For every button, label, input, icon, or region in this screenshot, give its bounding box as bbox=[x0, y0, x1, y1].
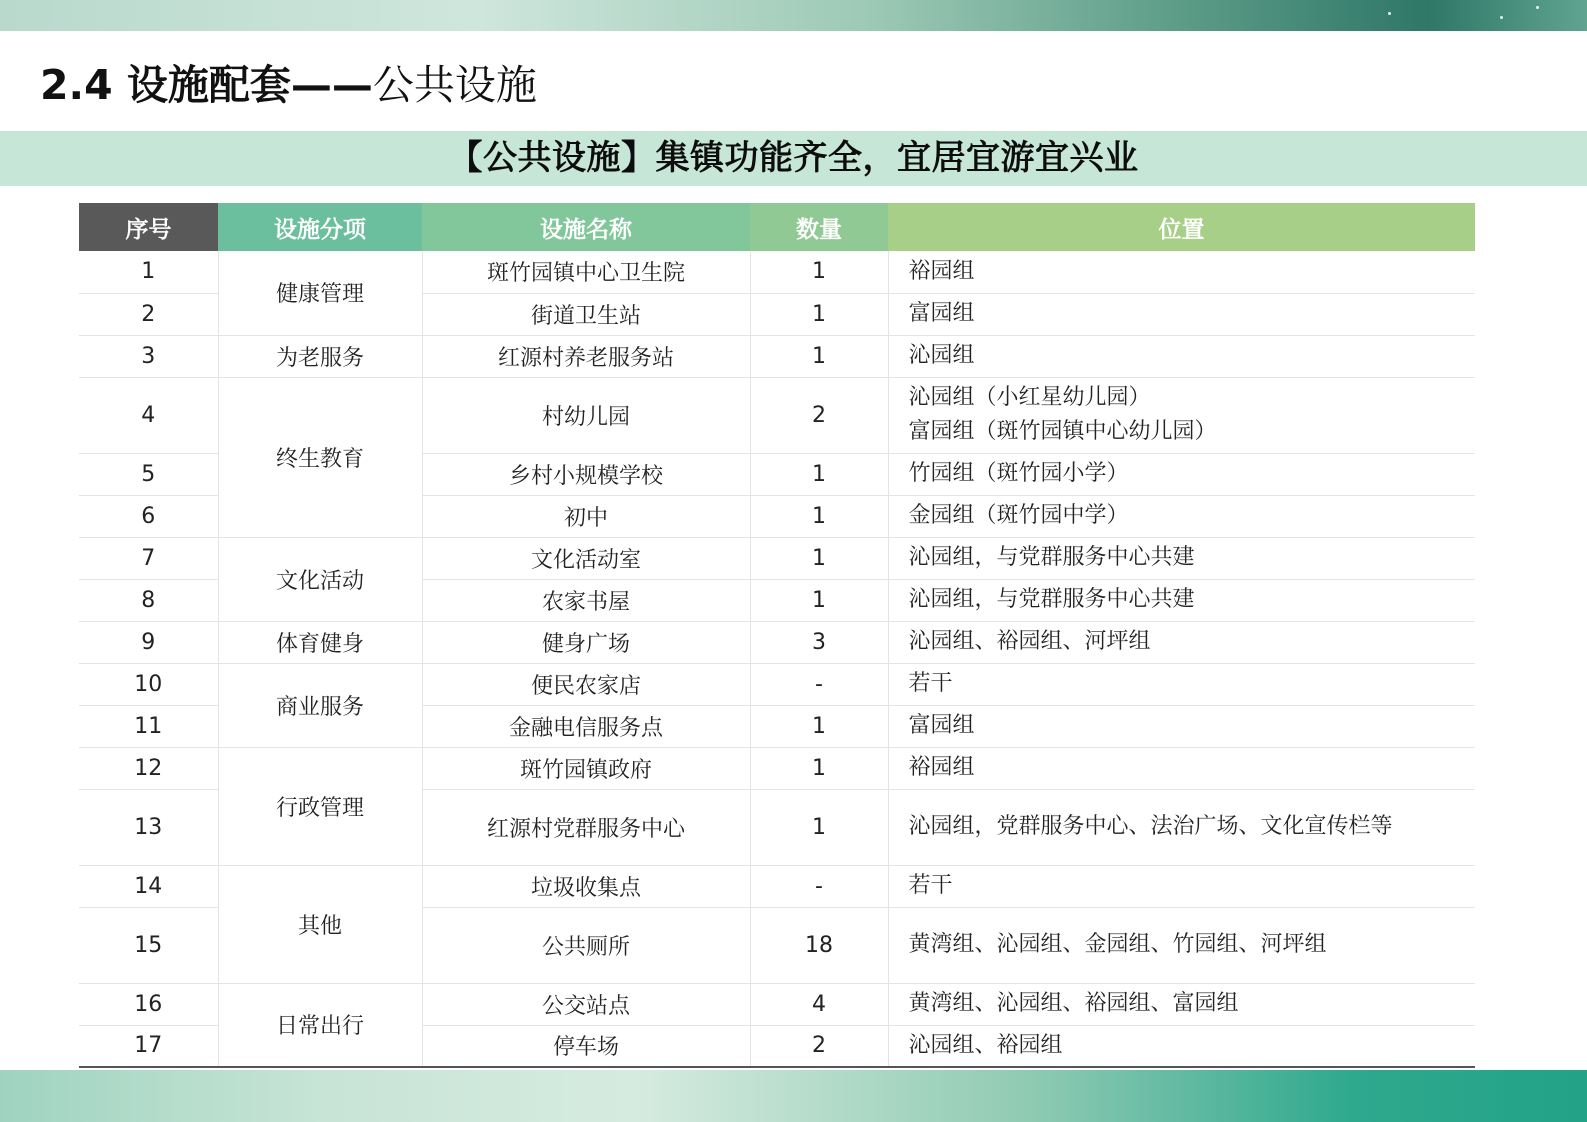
cell-category: 行政管理 bbox=[218, 747, 422, 865]
cell-quantity: 1 bbox=[750, 579, 888, 621]
decor-dot bbox=[1536, 6, 1539, 9]
cell-facility-name: 公交站点 bbox=[422, 983, 750, 1025]
cell-index: 1 bbox=[79, 251, 218, 293]
cell-index: 12 bbox=[79, 747, 218, 789]
cell-index: 16 bbox=[79, 983, 218, 1025]
table-row bbox=[79, 865, 1475, 907]
cell-quantity: 2 bbox=[750, 377, 888, 453]
decor-dot bbox=[1500, 16, 1503, 19]
cell-index: 8 bbox=[79, 579, 218, 621]
cell-facility-name: 公共厕所 bbox=[422, 907, 750, 983]
page-title bbox=[40, 58, 537, 112]
cell-facility-name: 乡村小规模学校 bbox=[422, 453, 750, 495]
cell-location: 若干 bbox=[888, 865, 1475, 907]
cell-location: 富园组 bbox=[888, 705, 1475, 747]
cell-facility-name: 斑竹园镇中心卫生院 bbox=[422, 251, 750, 293]
table-row bbox=[79, 747, 1475, 789]
cell-facility-name: 健身广场 bbox=[422, 621, 750, 663]
cell-location: 竹园组（斑竹园小学） bbox=[888, 453, 1475, 495]
cell-location: 黄湾组、沁园组、裕园组、富园组 bbox=[888, 983, 1475, 1025]
header-facility-name: 设施名称 bbox=[422, 203, 750, 251]
cell-quantity: - bbox=[750, 663, 888, 705]
page-title-light: 公共设施 bbox=[372, 61, 537, 109]
cell-facility-name: 斑竹园镇政府 bbox=[422, 747, 750, 789]
table-body bbox=[79, 251, 1475, 1067]
cell-category: 为老服务 bbox=[218, 335, 422, 377]
facility-table-wrap bbox=[79, 203, 1475, 1068]
banner-text: 【公共设施】集镇功能齐全，宜居宜游宜兴业 bbox=[448, 138, 1139, 178]
cell-facility-name: 垃圾收集点 bbox=[422, 865, 750, 907]
cell-quantity: 2 bbox=[750, 1025, 888, 1067]
cell-quantity: 1 bbox=[750, 495, 888, 537]
cell-location: 沁园组，与党群服务中心共建 bbox=[888, 537, 1475, 579]
cell-location: 裕园组 bbox=[888, 251, 1475, 293]
cell-category: 健康管理 bbox=[218, 251, 422, 335]
cell-quantity: - bbox=[750, 865, 888, 907]
cell-quantity: 1 bbox=[750, 705, 888, 747]
facility-table bbox=[79, 203, 1475, 1068]
cell-quantity: 18 bbox=[750, 907, 888, 983]
table-row bbox=[79, 537, 1475, 579]
cell-quantity: 1 bbox=[750, 251, 888, 293]
cell-facility-name: 金融电信服务点 bbox=[422, 705, 750, 747]
cell-index: 15 bbox=[79, 907, 218, 983]
cell-category: 文化活动 bbox=[218, 537, 422, 621]
cell-location: 富园组 bbox=[888, 293, 1475, 335]
cell-quantity: 1 bbox=[750, 335, 888, 377]
cell-quantity: 1 bbox=[750, 453, 888, 495]
cell-facility-name: 初中 bbox=[422, 495, 750, 537]
cell-index: 4 bbox=[79, 377, 218, 453]
table-header-row bbox=[79, 203, 1475, 251]
cell-location: 裕园组 bbox=[888, 747, 1475, 789]
cell-facility-name: 红源村养老服务站 bbox=[422, 335, 750, 377]
cell-location: 沁园组、裕园组、河坪组 bbox=[888, 621, 1475, 663]
cell-facility-name: 村幼儿园 bbox=[422, 377, 750, 453]
cell-quantity: 1 bbox=[750, 747, 888, 789]
cell-facility-name: 停车场 bbox=[422, 1025, 750, 1067]
cell-index: 5 bbox=[79, 453, 218, 495]
cell-category: 日常出行 bbox=[218, 983, 422, 1067]
cell-quantity: 4 bbox=[750, 983, 888, 1025]
table-row bbox=[79, 335, 1475, 377]
cell-location: 沁园组（小红星幼儿园） 富园组（斑竹园镇中心幼儿园） bbox=[888, 377, 1475, 453]
cell-index: 14 bbox=[79, 865, 218, 907]
cell-index: 2 bbox=[79, 293, 218, 335]
table-row bbox=[79, 251, 1475, 293]
cell-index: 17 bbox=[79, 1025, 218, 1067]
cell-quantity: 1 bbox=[750, 537, 888, 579]
top-decorative-band bbox=[0, 0, 1587, 31]
cell-category: 体育健身 bbox=[218, 621, 422, 663]
cell-index: 7 bbox=[79, 537, 218, 579]
cell-category: 商业服务 bbox=[218, 663, 422, 747]
page-title-bold: 2.4 设施配套—— bbox=[40, 61, 373, 109]
cell-index: 11 bbox=[79, 705, 218, 747]
header-index: 序号 bbox=[79, 203, 218, 251]
cell-index: 6 bbox=[79, 495, 218, 537]
cell-location: 沁园组 bbox=[888, 335, 1475, 377]
cell-index: 10 bbox=[79, 663, 218, 705]
cell-index: 9 bbox=[79, 621, 218, 663]
cell-facility-name: 红源村党群服务中心 bbox=[422, 789, 750, 865]
cell-category: 终生教育 bbox=[218, 377, 422, 537]
cell-facility-name: 街道卫生站 bbox=[422, 293, 750, 335]
table-row bbox=[79, 377, 1475, 453]
table-row bbox=[79, 621, 1475, 663]
header-category: 设施分项 bbox=[218, 203, 422, 251]
cell-location: 沁园组，党群服务中心、法治广场、文化宣传栏等 bbox=[888, 789, 1475, 865]
cell-quantity: 1 bbox=[750, 293, 888, 335]
cell-quantity: 1 bbox=[750, 789, 888, 865]
banner bbox=[0, 131, 1587, 186]
cell-facility-name: 便民农家店 bbox=[422, 663, 750, 705]
cell-facility-name: 农家书屋 bbox=[422, 579, 750, 621]
cell-location: 金园组（斑竹园中学） bbox=[888, 495, 1475, 537]
header-quantity: 数量 bbox=[750, 203, 888, 251]
cell-location: 若干 bbox=[888, 663, 1475, 705]
cell-facility-name: 文化活动室 bbox=[422, 537, 750, 579]
cell-index: 13 bbox=[79, 789, 218, 865]
cell-category: 其他 bbox=[218, 865, 422, 983]
decor-dot bbox=[1388, 12, 1391, 15]
cell-location: 黄湾组、沁园组、金园组、竹园组、河坪组 bbox=[888, 907, 1475, 983]
cell-location: 沁园组、裕园组 bbox=[888, 1025, 1475, 1067]
cell-location: 沁园组，与党群服务中心共建 bbox=[888, 579, 1475, 621]
cell-quantity: 3 bbox=[750, 621, 888, 663]
header-location: 位置 bbox=[888, 203, 1475, 251]
table-row bbox=[79, 663, 1475, 705]
cell-index: 3 bbox=[79, 335, 218, 377]
bottom-decorative-band bbox=[0, 1070, 1587, 1122]
table-row bbox=[79, 983, 1475, 1025]
